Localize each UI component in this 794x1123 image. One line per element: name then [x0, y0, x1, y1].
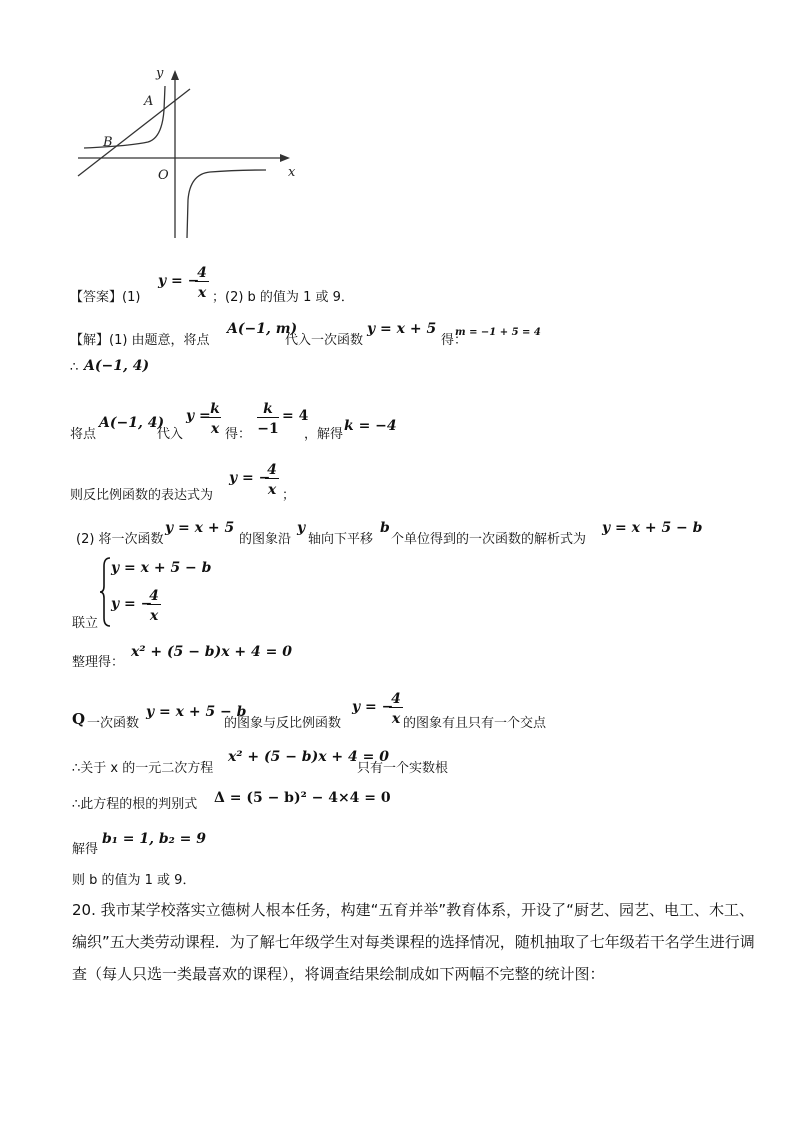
answer-eq-lhs: y = −: [158, 273, 200, 289]
origin-label: O: [158, 168, 169, 183]
x-axis-arrow: [280, 154, 290, 162]
answer-tail: ；(2) b 的值为 1 或 9．: [212, 290, 354, 305]
sol2-therefore: ∴: [70, 360, 79, 375]
y-axis-arrow: [171, 70, 179, 80]
axis-label-y: y: [156, 66, 164, 81]
sol11-prefix: 解得: [72, 842, 99, 857]
sol3-fraction2-num: k: [263, 401, 273, 417]
point-a-label: A: [144, 94, 154, 109]
sol8-tail: 的图象有且只有一个交点: [403, 716, 547, 731]
sol9-prefix: ∴关于 x 的一元二次方程: [72, 761, 214, 776]
sol8-fraction-num: 4: [391, 691, 401, 707]
sol6-fraction: [147, 585, 161, 624]
sol5-mid: 的图象沿: [239, 532, 292, 547]
sol6-line1: y = x + 5 − b: [111, 560, 212, 576]
sol4-fraction: [265, 459, 279, 498]
q20-line-1: 20. 我市某学校落实立德树人根本任务，构建“五育并举”教育体系，开设了“厨艺、园艺、电工、木工、: [72, 901, 754, 919]
point-b-label: B: [103, 135, 113, 150]
sol5-axis: y: [297, 520, 306, 536]
sol9-eq: x² + (5 − b)x + 4 = 0: [228, 749, 389, 765]
sol4-fraction-den: x: [267, 482, 277, 498]
sol3-prefix: 将点: [70, 427, 97, 442]
answer-fraction: [195, 262, 209, 301]
sol5-var: b: [380, 520, 390, 536]
sol3-mid: 代入: [157, 427, 184, 442]
sol1-point: A(−1, m): [227, 321, 298, 337]
sol8-fraction-den: x: [391, 711, 401, 727]
sol6-fraction-num: 4: [149, 588, 159, 604]
linear-function-line: [78, 89, 190, 176]
sol3-fraction2-rhs: = 4: [282, 408, 309, 424]
axis-label-x: x: [288, 165, 296, 180]
sol8-eq-lhs: y = −: [352, 699, 394, 715]
answer-prefix: 【答案】(1): [70, 290, 141, 305]
sol3-point: A(−1, 4): [99, 415, 165, 431]
sol4-fraction-num: 4: [267, 462, 277, 478]
sol8-function: y = x + 5 − b: [146, 704, 247, 720]
sol3-fraction-2: [257, 398, 279, 437]
sol6-fraction-den: x: [149, 608, 159, 624]
sol12-text: 则 b 的值为 1 或 9．: [72, 873, 196, 888]
sol7-eq: x² + (5 − b)x + 4 = 0: [131, 644, 292, 660]
sol3-result: k = −4: [344, 418, 397, 434]
answer-fraction-num: 4: [197, 265, 207, 281]
sol6-line2-lhs: y = −: [111, 596, 153, 612]
sol1-prefix: 【解】(1) 由题意，将点: [70, 333, 210, 348]
sol4-eq-lhs: y = −: [229, 470, 271, 486]
sol9-tail: 只有一个实数根: [357, 761, 449, 776]
q20-line-2: 编织”五大类劳动课程．为了解七年级学生对每类课程的选择情况，随机抽取了七年级若干名学生进行调: [72, 933, 755, 951]
sol5-mid2: 轴向下平移: [308, 532, 374, 547]
answer-fraction-den: x: [197, 285, 207, 301]
sol3-fraction: [209, 398, 221, 437]
sol5-function: y = x + 5: [165, 520, 235, 536]
sol11-eq: b₁ = 1, b₂ = 9: [102, 831, 207, 847]
sol3-mid3: ，解得: [304, 427, 344, 442]
sol7-prefix: 整理得：: [72, 655, 125, 670]
sol3-mid2: 得：: [225, 427, 252, 442]
sol3-fraction-den: x: [210, 421, 220, 437]
sol1-calc: m = −1 + 5 = 4: [455, 327, 541, 338]
function-graph: [70, 60, 310, 245]
sol8-fraction: [389, 688, 403, 727]
sol3-fraction2-den: −1: [257, 421, 279, 437]
sol4-tail: ；: [282, 488, 296, 503]
sol6-label: 联立: [72, 616, 99, 631]
sol1-function: y = x + 5: [367, 321, 437, 337]
sol3-fraction-num: k: [210, 401, 220, 417]
hyperbola-branch-right: [187, 170, 266, 238]
sol1-tail: 得：: [441, 333, 468, 348]
sol3-eq-lhs: y =: [186, 408, 211, 424]
sol10-eq: Δ = (5 − b)² − 4×4 = 0: [214, 790, 391, 806]
sol5-prefix: (2) 将一次函数: [76, 532, 164, 547]
sol4-prefix: 则反比例函数的表达式为: [70, 488, 214, 503]
sol10-prefix: ∴此方程的根的判别式: [72, 797, 198, 812]
sol2-point: A(−1, 4): [84, 358, 150, 374]
sol1-mid: 代入一次函数: [285, 333, 364, 348]
q20-line-3: 查（每人只选一类最喜欢的课程），将调查结果绘制成如下两幅不完整的统计图：: [72, 965, 605, 983]
sol8-prefix: 一次函数: [87, 716, 140, 731]
sol5-result: y = x + 5 − b: [602, 520, 703, 536]
sol5-mid3: 个单位得到的一次函数的解析式为: [391, 532, 587, 547]
sol8-mid: 的图象与反比例函数: [224, 716, 342, 731]
sol8-symbol: Q: [72, 710, 86, 728]
